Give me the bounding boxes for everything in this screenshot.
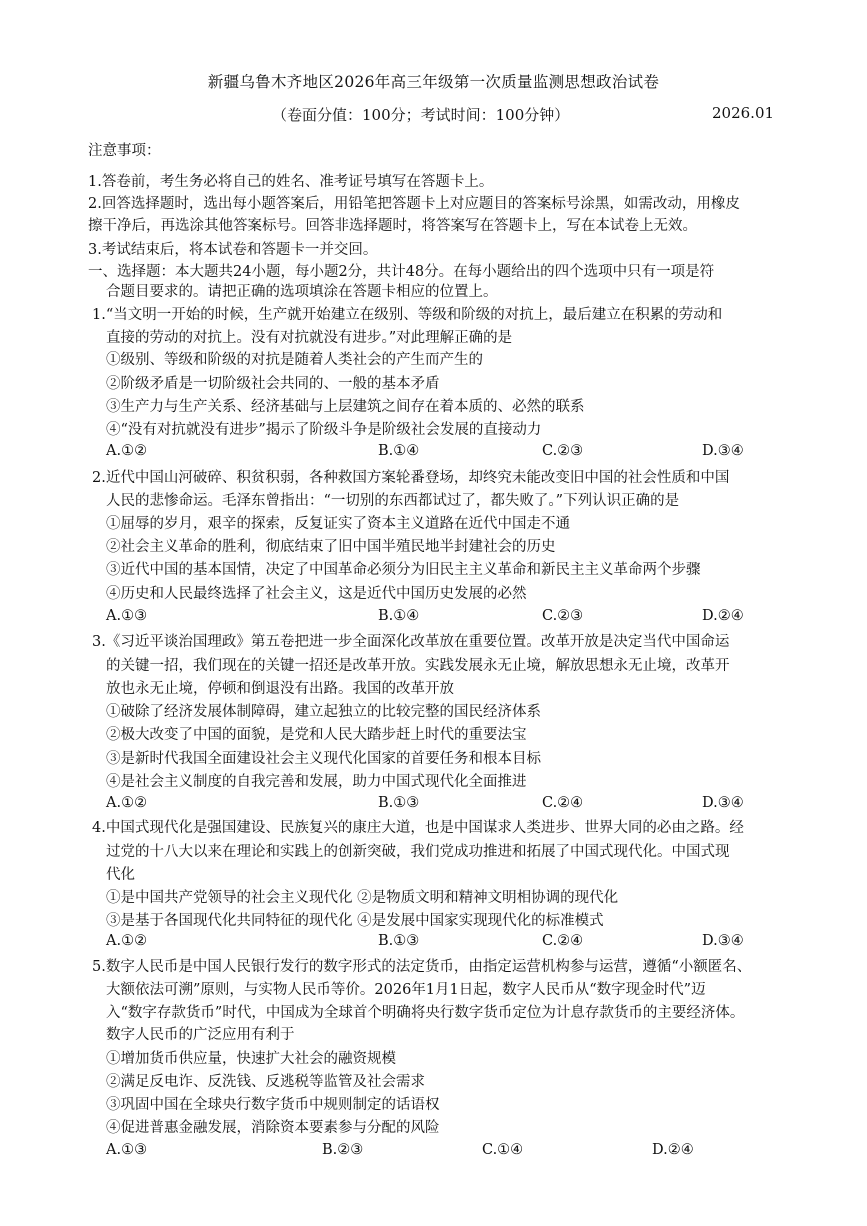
question-item: ①是中国共产党领导的社会主义现代化 ②是物质文明和精神文明相协调的现代化 [106, 890, 619, 906]
option-b[interactable]: B.②③ [322, 1142, 364, 1158]
option-b[interactable]: B.①④ [378, 443, 420, 459]
question-item: ④是社会主义制度的自我完善和发展，助力中国式现代化全面推进 [106, 774, 527, 790]
option-b[interactable]: B.①③ [378, 795, 420, 811]
option-c[interactable]: C.①④ [482, 1142, 524, 1158]
question-stem: 2.近代中国山河破碎、积贫积弱，各种救国方案轮番登场，却终究未能改变旧中国的社会性质和中国 [92, 470, 730, 486]
question-stem: 人民的悲惨命运。毛泽东曾指出：“一切别的东西都试过了，都失败了。”下列认识正确的是 [106, 493, 680, 509]
question-item: ④历史和人民最终选择了社会主义，这是近代中国历史发展的必然 [106, 586, 527, 602]
exam-title: 新疆乌鲁木齐地区2026年高三年级第一次质量监测思想政治试卷 [207, 73, 660, 91]
question-stem: 入“数字存款货币”时代，中国成为全球首个明确将央行数字货币定位为计息存款货币的主要经济体。 [106, 1005, 745, 1021]
question-item: ②阶级矛盾是一切阶级社会共同的、一般的基本矛盾 [106, 376, 440, 392]
question-stem: 大额依法可溯”原则，与实物人民币等价。2026年1月1日起，数字人民币从“数字现金时代”迈 [106, 982, 706, 998]
option-a[interactable]: A.①③ [106, 1142, 148, 1158]
question-item: ③是基于各国现代化共同特征的现代化 ④是发展中国家实现现代化的标准模式 [106, 913, 604, 929]
question-stem: 3.《习近平谈治国理政》第五卷把进一步全面深化改革放在重要位置。改革开放是决定当代中国命运 [92, 634, 730, 650]
question-item: ①增加货币供应量，快速扩大社会的融资规模 [106, 1051, 396, 1067]
exam-subtitle: （卷面分值：100分；考试时间：100分钟） [272, 106, 570, 124]
notice-heading: 注意事项： [88, 143, 161, 159]
option-c[interactable]: C.②④ [542, 933, 584, 949]
option-b[interactable]: B.①③ [378, 933, 420, 949]
question-stem: 的关键一招，我们现在的关键一招还是改革开放。实践发展永无止境，解放思想永无止境，改革开 [106, 658, 730, 674]
option-d[interactable]: D.②④ [702, 608, 744, 624]
question-stem: 5.数字人民币是中国人民银行发行的数字形式的法定货币，由指定运营机构参与运营，遵循“小额匿名、 [92, 959, 752, 975]
option-c[interactable]: C.②④ [542, 795, 584, 811]
notice-item: 3.考试结束后，将本试卷和答题卡一并交回。 [88, 242, 378, 258]
notice-item: 2.回答选择题时，选出每小题答案后，用铅笔把答题卡上对应题目的答案标号涂黑，如需改动，用橡皮 [88, 196, 740, 212]
notice-item: 1.答卷前，考生务必将自己的姓名、准考证号填写在答题卡上。 [88, 174, 494, 190]
option-a[interactable]: A.①③ [106, 608, 148, 624]
answer-options [106, 443, 826, 463]
answer-options [106, 608, 826, 628]
question-item: ①破除了经济发展体制障碍，建立起独立的比较完整的国民经济体系 [106, 704, 541, 720]
option-d[interactable]: D.②④ [652, 1142, 694, 1158]
option-b[interactable]: B.①④ [378, 608, 420, 624]
option-a[interactable]: A.①② [106, 933, 148, 949]
question-stem: 数字人民币的广泛应用有利于 [106, 1027, 295, 1043]
option-a[interactable]: A.①② [106, 443, 148, 459]
option-d[interactable]: D.③④ [702, 443, 744, 459]
question-item: ①屈辱的岁月，艰辛的探索，反复证实了资本主义道路在近代中国走不通 [106, 516, 570, 532]
question-stem: 4.中国式现代化是强国建设、民族复兴的康庄大道，也是中国谋求人类进步、世界大同的必由之路。经 [92, 820, 744, 836]
question-item: ②极大改变了中国的面貌，是党和人民大踏步赶上时代的重要法宝 [106, 727, 527, 743]
question-item: ③是新时代我国全面建设社会主义现代化国家的首要任务和根本目标 [106, 751, 541, 767]
question-item: ③生产力与生产关系、经济基础与上层建筑之间存在着本质的、必然的联系 [106, 399, 585, 415]
question-item: ④促进普惠金融发展，消除资本要素参与分配的风险 [106, 1120, 440, 1136]
section-instruction: 合题目要求的。请把正确的选项填涂在答题卡相应的位置上。 [106, 284, 498, 300]
option-a[interactable]: A.①② [106, 795, 148, 811]
question-stem: 过党的十八大以来在理论和实践上的创新突破，我们党成功推进和拓展了中国式现代化。中国式现 [106, 844, 730, 860]
answer-options [106, 933, 826, 953]
exam-date: 2026.01 [712, 104, 775, 122]
question-stem: 1.“当文明一开始的时候，生产就开始建立在级别、等级和阶级的对抗上，最后建立在积累的劳动和 [92, 307, 723, 323]
option-c[interactable]: C.②③ [542, 443, 584, 459]
question-item: ③近代中国的基本国情，决定了中国革命必须分为旧民主主义革命和新民主主义革命两个步骤 [106, 562, 701, 578]
question-item: ②满足反电诈、反洗钱、反逃税等监管及社会需求 [106, 1074, 425, 1090]
question-stem: 放也永无止境，停顿和倒退没有出路。我国的改革开放 [106, 681, 454, 697]
answer-options [106, 795, 826, 815]
question-item: ④“没有对抗就没有进步”揭示了阶级斗争是阶级社会发展的直接动力 [106, 422, 542, 438]
option-d[interactable]: D.③④ [702, 795, 744, 811]
question-item: ①级别、等级和阶级的对抗是随着人类社会的产生而产生的 [106, 352, 483, 368]
question-stem: 代化 [106, 867, 135, 883]
question-stem: 直接的劳动的对抗上。没有对抗就没有进步。”对此理解正确的是 [106, 330, 513, 346]
answer-options [106, 1142, 826, 1162]
section-instruction: 一、选择题：本大题共24小题，每小题2分，共计48分。在每小题给出的四个选项中只有一项是符 [88, 264, 715, 280]
option-d[interactable]: D.③④ [702, 933, 744, 949]
notice-item: 擦干净后，再选涂其他答案标号。回答非选择题时，将答案写在答题卡上，写在本试卷上无效。 [88, 218, 697, 234]
option-c[interactable]: C.②③ [542, 608, 584, 624]
question-item: ③巩固中国在全球央行数字货币中规则制定的话语权 [106, 1097, 440, 1113]
question-item: ②社会主义革命的胜利，彻底结束了旧中国半殖民地半封建社会的历史 [106, 539, 556, 555]
